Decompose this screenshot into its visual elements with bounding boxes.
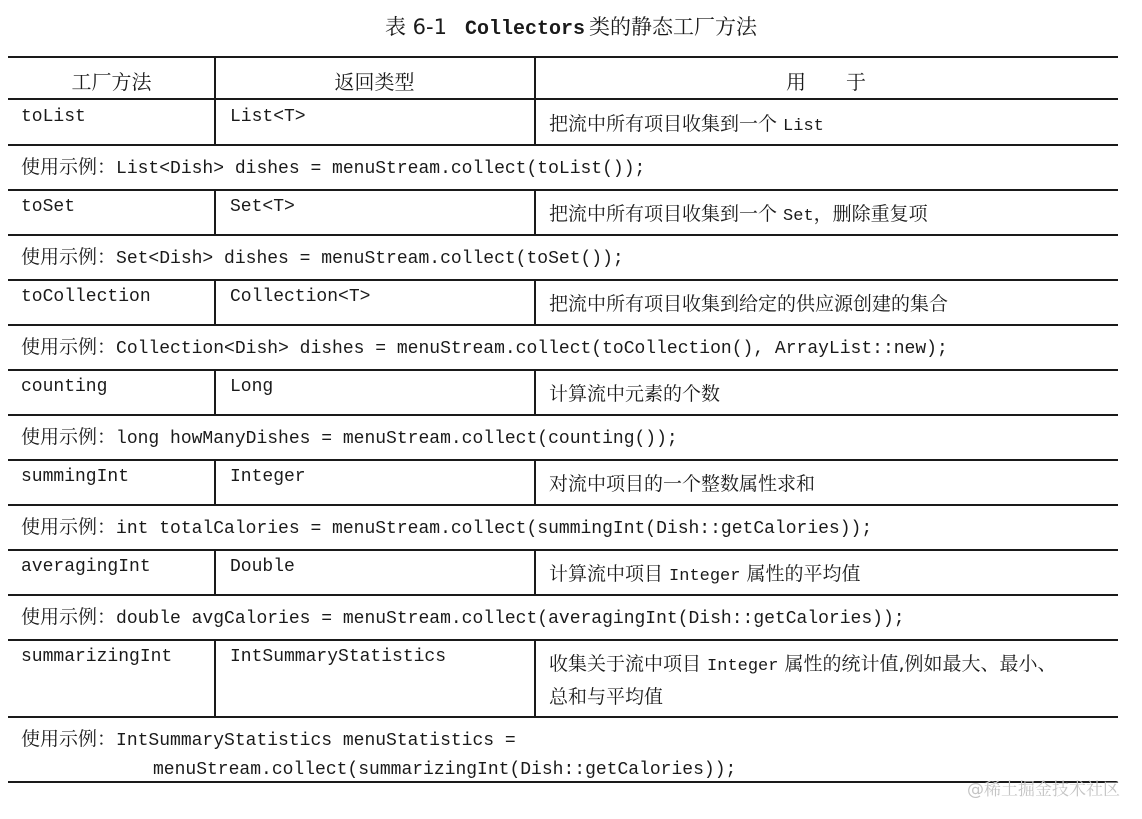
- return-type-cell: List<T>: [230, 107, 306, 127]
- description-cell: [549, 559, 861, 592]
- example-cell: [21, 244, 624, 273]
- example-label: 使用示例：: [21, 606, 117, 628]
- example-code: double avgCalories = menuStream.collect(averagingInt(Dish::getCalories));: [116, 609, 905, 629]
- header-usage: 用 于: [786, 70, 866, 94]
- example-code: Collection<Dish> dishes = menuStream.collect(toCollection(), ArrayList::new);: [116, 339, 948, 359]
- example-cell: [21, 514, 872, 543]
- column-rule: [534, 639, 536, 716]
- method-cell: toSet: [21, 197, 76, 217]
- row-rule: [8, 144, 1118, 146]
- description-inline-code: Integer: [707, 657, 779, 676]
- column-rule: [214, 369, 216, 414]
- column-rule: [214, 57, 216, 144]
- example-code: Set<Dish> dishes = menuStream.collect(toSet());: [116, 249, 624, 269]
- method-cell: toCollection: [21, 287, 151, 307]
- description-cell: [549, 379, 720, 412]
- column-rule: [534, 549, 536, 594]
- example-code: List<Dish> dishes = menuStream.collect(toList());: [116, 159, 646, 179]
- example-code: long howManyDishes = menuStream.collect(counting());: [116, 429, 678, 449]
- example-label: 使用示例：: [21, 516, 117, 538]
- row-rule: [8, 504, 1118, 506]
- caption-number: 表 6-1: [384, 15, 447, 39]
- description-inline-code: List: [783, 117, 824, 136]
- method-cell: averagingInt: [21, 557, 151, 577]
- column-rule: [534, 369, 536, 414]
- example-label: 使用示例：: [21, 426, 117, 448]
- example-cell: [21, 424, 678, 453]
- example-cell: [21, 334, 948, 363]
- return-type-cell: IntSummaryStatistics: [230, 647, 447, 667]
- description-text: 计算流中项目: [549, 563, 670, 585]
- row-rule: [8, 189, 1118, 191]
- example-code: IntSummaryStatistics menuStatistics =: [116, 731, 516, 751]
- column-rule: [214, 549, 216, 594]
- description-text: 把流中所有项目收集到给定的供应源创建的集合: [549, 293, 949, 315]
- description-text: 计算流中元素的个数: [549, 383, 721, 405]
- table-bottom-rule: [8, 781, 1118, 783]
- return-type-cell: Set<T>: [230, 197, 295, 217]
- description-text-line2: 总和与平均值: [549, 686, 664, 708]
- method-cell: toList: [21, 107, 86, 127]
- description-text-tail: 属性的平均值: [740, 563, 861, 585]
- row-rule: [8, 716, 1118, 718]
- example-label: 使用示例：: [21, 728, 117, 750]
- description-cell: [549, 649, 1057, 712]
- row-rule: [8, 234, 1118, 236]
- example-cell: [21, 604, 905, 633]
- example-code-line2: menuStream.collect(summarizingInt(Dish::getCalories));: [153, 760, 737, 780]
- row-rule: [8, 639, 1118, 641]
- return-type-cell: Double: [230, 557, 295, 577]
- row-rule: [8, 459, 1118, 461]
- column-rule: [534, 189, 536, 234]
- description-text: 把流中所有项目收集到一个: [549, 203, 784, 225]
- example-label: 使用示例：: [21, 156, 117, 178]
- example-code: int totalCalories = menuStream.collect(summingInt(Dish::getCalories));: [116, 519, 873, 539]
- description-text-tail: ，删除重复项: [813, 203, 928, 225]
- column-rule: [214, 279, 216, 324]
- caption-code: Collectors: [464, 18, 585, 41]
- row-rule: [8, 594, 1118, 596]
- description-cell: [549, 199, 928, 232]
- example-cell: [21, 154, 645, 183]
- example-label: 使用示例：: [21, 246, 117, 268]
- header-rule: [8, 98, 1118, 100]
- header-return-type: 返回类型: [334, 70, 415, 94]
- description-cell: [549, 469, 815, 502]
- row-rule: [8, 369, 1118, 371]
- column-rule: [214, 459, 216, 504]
- column-rule: [534, 57, 536, 144]
- example-cell: [21, 726, 736, 784]
- description-text: 把流中所有项目收集到一个: [549, 113, 784, 135]
- header-factory-method: 工厂方法: [71, 70, 152, 94]
- description-inline-code: Integer: [669, 567, 741, 586]
- column-rule: [214, 639, 216, 716]
- caption-text: 类的静态工厂方法: [589, 15, 757, 39]
- row-rule: [8, 324, 1118, 326]
- method-cell: summingInt: [21, 467, 130, 487]
- row-rule: [8, 549, 1118, 551]
- example-label: 使用示例：: [21, 336, 117, 358]
- description-text: 收集关于流中项目: [549, 653, 708, 675]
- table-caption: [0, 12, 1142, 45]
- watermark: @稀土掘金技术社区: [967, 780, 1120, 800]
- table-top-rule: [8, 56, 1118, 58]
- method-cell: summarizingInt: [21, 647, 173, 667]
- description-text-tail: 属性的统计值,例如最大、最小、: [778, 653, 1057, 675]
- description-cell: [549, 109, 824, 142]
- return-type-cell: Collection<T>: [230, 287, 371, 307]
- return-type-cell: Integer: [230, 467, 306, 487]
- row-rule: [8, 279, 1118, 281]
- column-rule: [214, 189, 216, 234]
- description-inline-code: Set: [783, 207, 814, 226]
- return-type-cell: Long: [230, 377, 274, 397]
- method-cell: counting: [21, 377, 108, 397]
- column-rule: [534, 279, 536, 324]
- row-rule: [8, 414, 1118, 416]
- description-cell: [549, 289, 948, 322]
- column-rule: [534, 459, 536, 504]
- description-text: 对流中项目的一个整数属性求和: [549, 473, 816, 495]
